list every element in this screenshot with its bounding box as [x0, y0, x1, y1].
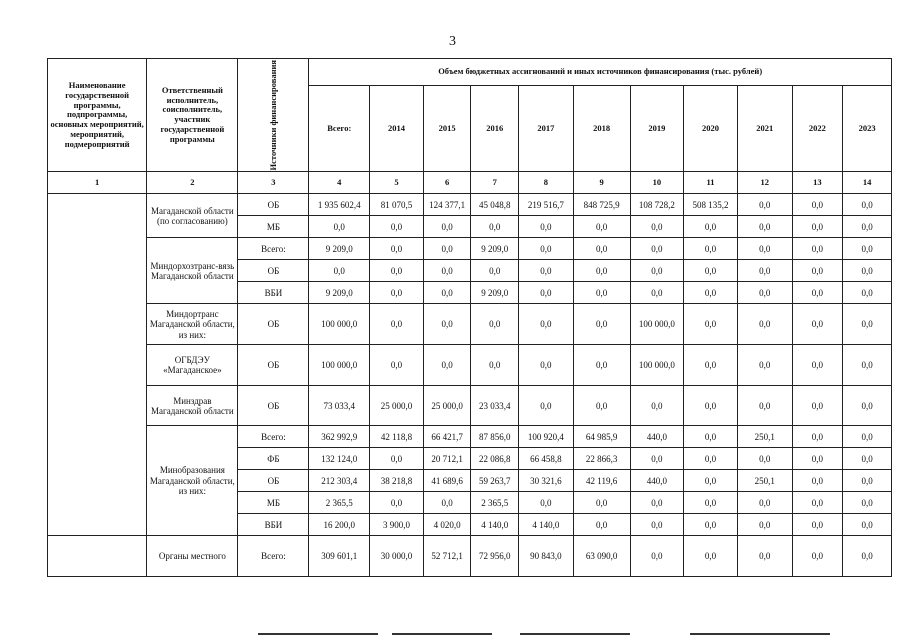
year-value-cell: 440,0	[630, 426, 684, 448]
year-value-cell: 0,0	[684, 536, 738, 577]
year-value-cell: 0,0	[423, 304, 471, 345]
year-value-cell: 0,0	[684, 282, 738, 304]
column-number: 2	[147, 172, 238, 194]
budget-table	[47, 58, 892, 577]
table-row	[48, 426, 892, 448]
funding-source-cell: ОБ	[238, 260, 309, 282]
footer-rule	[258, 633, 378, 635]
year-value-cell: 124 377,1	[423, 194, 471, 216]
year-value-cell: 0,0	[843, 536, 892, 577]
year-value-cell: 108 728,2	[630, 194, 684, 216]
year-value-cell: 0,0	[573, 216, 630, 238]
header-year: 2022	[792, 85, 843, 172]
header-year: 2021	[737, 85, 792, 172]
year-value-cell: 0,0	[573, 260, 630, 282]
year-value-cell: 9 209,0	[471, 238, 519, 260]
year-value-cell: 22 866,3	[573, 448, 630, 470]
year-value-cell: 0,0	[737, 536, 792, 577]
year-value-cell: 30 321,6	[519, 470, 574, 492]
funding-source-cell: Всего:	[238, 536, 309, 577]
year-value-cell: 0,0	[792, 448, 843, 470]
year-value-cell: 0,0	[792, 536, 843, 577]
footer-rule	[520, 633, 630, 635]
funding-source-cell: ОБ	[238, 345, 309, 386]
year-value-cell: 0,0	[843, 470, 892, 492]
funding-source-cell: ФБ	[238, 448, 309, 470]
year-value-cell: 0,0	[843, 304, 892, 345]
year-value-cell: 0,0	[471, 216, 519, 238]
footer-rule	[392, 633, 492, 635]
total-value-cell: 309 601,1	[309, 536, 370, 577]
table-row	[48, 536, 892, 577]
year-value-cell: 440,0	[630, 470, 684, 492]
year-value-cell: 45 048,8	[471, 194, 519, 216]
year-value-cell: 0,0	[684, 238, 738, 260]
column-number: 10	[630, 172, 684, 194]
year-value-cell: 81 070,5	[370, 194, 424, 216]
year-value-cell: 0,0	[630, 216, 684, 238]
total-value-cell: 100 000,0	[309, 345, 370, 386]
page-number: 3	[449, 34, 456, 49]
year-value-cell: 90 843,0	[519, 536, 574, 577]
executor-cell: ОГБДЭУ «Магаданское»	[147, 345, 238, 386]
year-value-cell: 0,0	[737, 345, 792, 386]
year-value-cell: 0,0	[573, 492, 630, 514]
table-row	[48, 304, 892, 345]
year-value-cell: 250,1	[737, 426, 792, 448]
year-value-cell: 0,0	[370, 260, 424, 282]
year-value-cell: 0,0	[423, 345, 471, 386]
year-value-cell: 0,0	[573, 386, 630, 426]
year-value-cell: 0,0	[737, 238, 792, 260]
total-value-cell: 16 200,0	[309, 514, 370, 536]
total-value-cell: 132 124,0	[309, 448, 370, 470]
total-value-cell: 9 209,0	[309, 238, 370, 260]
year-value-cell: 0,0	[519, 238, 574, 260]
year-value-cell: 0,0	[471, 260, 519, 282]
year-value-cell: 0,0	[792, 194, 843, 216]
year-value-cell: 9 209,0	[471, 282, 519, 304]
year-value-cell: 0,0	[684, 492, 738, 514]
year-value-cell: 0,0	[792, 238, 843, 260]
year-value-cell: 0,0	[684, 470, 738, 492]
funding-source-cell: ВБИ	[238, 282, 309, 304]
year-value-cell: 0,0	[737, 194, 792, 216]
year-value-cell: 0,0	[423, 238, 471, 260]
header-funding-source-label: Источники финансирования	[267, 60, 278, 171]
year-value-cell: 0,0	[630, 492, 684, 514]
header-year: 2019	[630, 85, 684, 172]
year-value-cell: 66 458,8	[519, 448, 574, 470]
year-value-cell: 3 900,0	[370, 514, 424, 536]
year-value-cell: 0,0	[630, 386, 684, 426]
year-value-cell: 0,0	[684, 426, 738, 448]
year-value-cell: 4 140,0	[519, 514, 574, 536]
year-value-cell: 0,0	[792, 386, 843, 426]
year-value-cell: 100 000,0	[630, 304, 684, 345]
year-value-cell: 0,0	[684, 448, 738, 470]
year-value-cell: 0,0	[573, 304, 630, 345]
year-value-cell: 0,0	[843, 492, 892, 514]
year-value-cell: 0,0	[519, 492, 574, 514]
year-value-cell: 0,0	[519, 345, 574, 386]
year-value-cell: 0,0	[370, 304, 424, 345]
year-value-cell: 0,0	[630, 282, 684, 304]
year-value-cell: 0,0	[843, 386, 892, 426]
year-value-cell: 0,0	[684, 260, 738, 282]
year-value-cell: 0,0	[370, 448, 424, 470]
total-value-cell: 2 365,5	[309, 492, 370, 514]
column-number: 9	[573, 172, 630, 194]
year-value-cell: 219 516,7	[519, 194, 574, 216]
funding-source-cell: ОБ	[238, 304, 309, 345]
year-value-cell: 0,0	[737, 216, 792, 238]
funding-source-cell: МБ	[238, 216, 309, 238]
header-executor: Ответственный исполнитель, соисполнитель, участник государственной программы	[147, 59, 238, 172]
year-value-cell: 0,0	[792, 345, 843, 386]
year-value-cell: 0,0	[630, 536, 684, 577]
header-year: 2016	[471, 85, 519, 172]
funding-source-cell: Всего:	[238, 426, 309, 448]
funding-source-cell: ОБ	[238, 194, 309, 216]
year-value-cell: 0,0	[792, 470, 843, 492]
total-value-cell: 362 992,9	[309, 426, 370, 448]
total-value-cell: 212 303,4	[309, 470, 370, 492]
year-value-cell: 0,0	[423, 216, 471, 238]
year-value-cell: 508 135,2	[684, 194, 738, 216]
footer-rule	[690, 633, 830, 635]
year-value-cell: 0,0	[792, 260, 843, 282]
funding-source-cell: Всего:	[238, 238, 309, 260]
year-value-cell: 0,0	[630, 238, 684, 260]
year-value-cell: 0,0	[792, 514, 843, 536]
funding-source-cell: ОБ	[238, 470, 309, 492]
executor-cell: Магаданской области (по согласованию)	[147, 194, 238, 238]
year-value-cell: 64 985,9	[573, 426, 630, 448]
table-row	[48, 238, 892, 260]
year-value-cell: 59 263,7	[471, 470, 519, 492]
total-value-cell: 0,0	[309, 216, 370, 238]
year-value-cell: 20 712,1	[423, 448, 471, 470]
year-value-cell: 0,0	[843, 448, 892, 470]
column-number: 11	[684, 172, 738, 194]
year-value-cell: 0,0	[471, 345, 519, 386]
table-row	[48, 194, 892, 216]
year-value-cell: 0,0	[370, 238, 424, 260]
column-number: 6	[423, 172, 471, 194]
column-number: 4	[309, 172, 370, 194]
year-value-cell: 0,0	[792, 426, 843, 448]
header-funding-title: Объем бюджетных ассигнований и иных источников финансирования (тыс. рублей)	[309, 59, 892, 86]
year-value-cell: 0,0	[519, 304, 574, 345]
executor-cell: Органы местного	[147, 536, 238, 577]
table-row	[48, 345, 892, 386]
year-value-cell: 0,0	[737, 260, 792, 282]
year-value-cell: 0,0	[792, 216, 843, 238]
column-number: 3	[238, 172, 309, 194]
funding-source-cell: ОБ	[238, 386, 309, 426]
year-value-cell: 0,0	[843, 216, 892, 238]
header-total: Всего:	[309, 85, 370, 172]
executor-cell: Минобразования Магаданской области, из них:	[147, 426, 238, 536]
year-value-cell: 0,0	[684, 304, 738, 345]
year-value-cell: 30 000,0	[370, 536, 424, 577]
year-value-cell: 0,0	[684, 386, 738, 426]
year-value-cell: 66 421,7	[423, 426, 471, 448]
year-value-cell: 0,0	[573, 514, 630, 536]
year-value-cell: 72 956,0	[471, 536, 519, 577]
header-year: 2017	[519, 85, 574, 172]
year-value-cell: 0,0	[737, 304, 792, 345]
year-value-cell: 0,0	[843, 238, 892, 260]
header-year: 2015	[423, 85, 471, 172]
column-number: 14	[843, 172, 892, 194]
column-number: 13	[792, 172, 843, 194]
year-value-cell: 0,0	[573, 345, 630, 386]
year-value-cell: 38 218,8	[370, 470, 424, 492]
year-value-cell: 0,0	[792, 492, 843, 514]
year-value-cell: 87 856,0	[471, 426, 519, 448]
funding-source-cell: ВБИ	[238, 514, 309, 536]
table-row	[48, 386, 892, 426]
year-value-cell: 0,0	[843, 282, 892, 304]
year-value-cell: 0,0	[471, 304, 519, 345]
year-value-cell: 0,0	[519, 216, 574, 238]
year-value-cell: 0,0	[370, 345, 424, 386]
year-value-cell: 22 086,8	[471, 448, 519, 470]
year-value-cell: 0,0	[843, 260, 892, 282]
year-value-cell: 4 140,0	[471, 514, 519, 536]
year-value-cell: 250,1	[737, 470, 792, 492]
year-value-cell: 0,0	[573, 282, 630, 304]
header-year: 2020	[684, 85, 738, 172]
year-value-cell: 848 725,9	[573, 194, 630, 216]
year-value-cell: 0,0	[519, 260, 574, 282]
header-funding-source	[238, 59, 309, 172]
year-value-cell: 52 712,1	[423, 536, 471, 577]
year-value-cell: 0,0	[423, 282, 471, 304]
year-value-cell: 0,0	[737, 386, 792, 426]
year-value-cell: 0,0	[792, 304, 843, 345]
executor-cell: Миндорхозтранс-вязь Магаданской области	[147, 238, 238, 304]
header-year: 2018	[573, 85, 630, 172]
year-value-cell: 41 689,6	[423, 470, 471, 492]
year-value-cell: 0,0	[573, 238, 630, 260]
year-value-cell: 0,0	[684, 345, 738, 386]
column-number: 8	[519, 172, 574, 194]
year-value-cell: 0,0	[843, 194, 892, 216]
total-value-cell: 9 209,0	[309, 282, 370, 304]
year-value-cell: 0,0	[423, 260, 471, 282]
year-value-cell: 0,0	[843, 426, 892, 448]
year-value-cell: 0,0	[684, 514, 738, 536]
year-value-cell: 0,0	[630, 448, 684, 470]
year-value-cell: 0,0	[792, 282, 843, 304]
year-value-cell: 0,0	[684, 216, 738, 238]
year-value-cell: 0,0	[423, 492, 471, 514]
header-year: 2023	[843, 85, 892, 172]
executor-cell: Миндортранс Магаданской области, из них:	[147, 304, 238, 345]
header-year: 2014	[370, 85, 424, 172]
year-value-cell: 63 090,0	[573, 536, 630, 577]
year-value-cell: 0,0	[737, 514, 792, 536]
year-value-cell: 0,0	[519, 282, 574, 304]
column-number: 12	[737, 172, 792, 194]
column-number: 5	[370, 172, 424, 194]
year-value-cell: 0,0	[370, 216, 424, 238]
year-value-cell: 0,0	[737, 448, 792, 470]
year-value-cell: 0,0	[370, 492, 424, 514]
column-number: 1	[48, 172, 147, 194]
year-value-cell: 0,0	[737, 282, 792, 304]
program-name-cell	[48, 194, 147, 536]
executor-cell: Минздрав Магаданской области	[147, 386, 238, 426]
column-number-row	[48, 172, 892, 194]
year-value-cell: 23 033,4	[471, 386, 519, 426]
year-value-cell: 100 000,0	[630, 345, 684, 386]
year-value-cell: 100 920,4	[519, 426, 574, 448]
year-value-cell: 42 118,8	[370, 426, 424, 448]
year-value-cell: 0,0	[843, 514, 892, 536]
year-value-cell: 0,0	[843, 345, 892, 386]
total-value-cell: 0,0	[309, 260, 370, 282]
year-value-cell: 42 119,6	[573, 470, 630, 492]
year-value-cell: 0,0	[370, 282, 424, 304]
column-number: 7	[471, 172, 519, 194]
total-value-cell: 1 935 602,4	[309, 194, 370, 216]
header-program-name: Наименование государственной программы, подпрограммы, основных мероприятий, мероприятий, подмероприятий	[48, 59, 147, 172]
program-name-cell	[48, 536, 147, 577]
year-value-cell: 25 000,0	[423, 386, 471, 426]
year-value-cell: 0,0	[630, 514, 684, 536]
year-value-cell: 0,0	[519, 386, 574, 426]
total-value-cell: 73 033,4	[309, 386, 370, 426]
year-value-cell: 0,0	[630, 260, 684, 282]
total-value-cell: 100 000,0	[309, 304, 370, 345]
year-value-cell: 4 020,0	[423, 514, 471, 536]
year-value-cell: 0,0	[737, 492, 792, 514]
funding-source-cell: МБ	[238, 492, 309, 514]
year-value-cell: 2 365,5	[471, 492, 519, 514]
year-value-cell: 25 000,0	[370, 386, 424, 426]
